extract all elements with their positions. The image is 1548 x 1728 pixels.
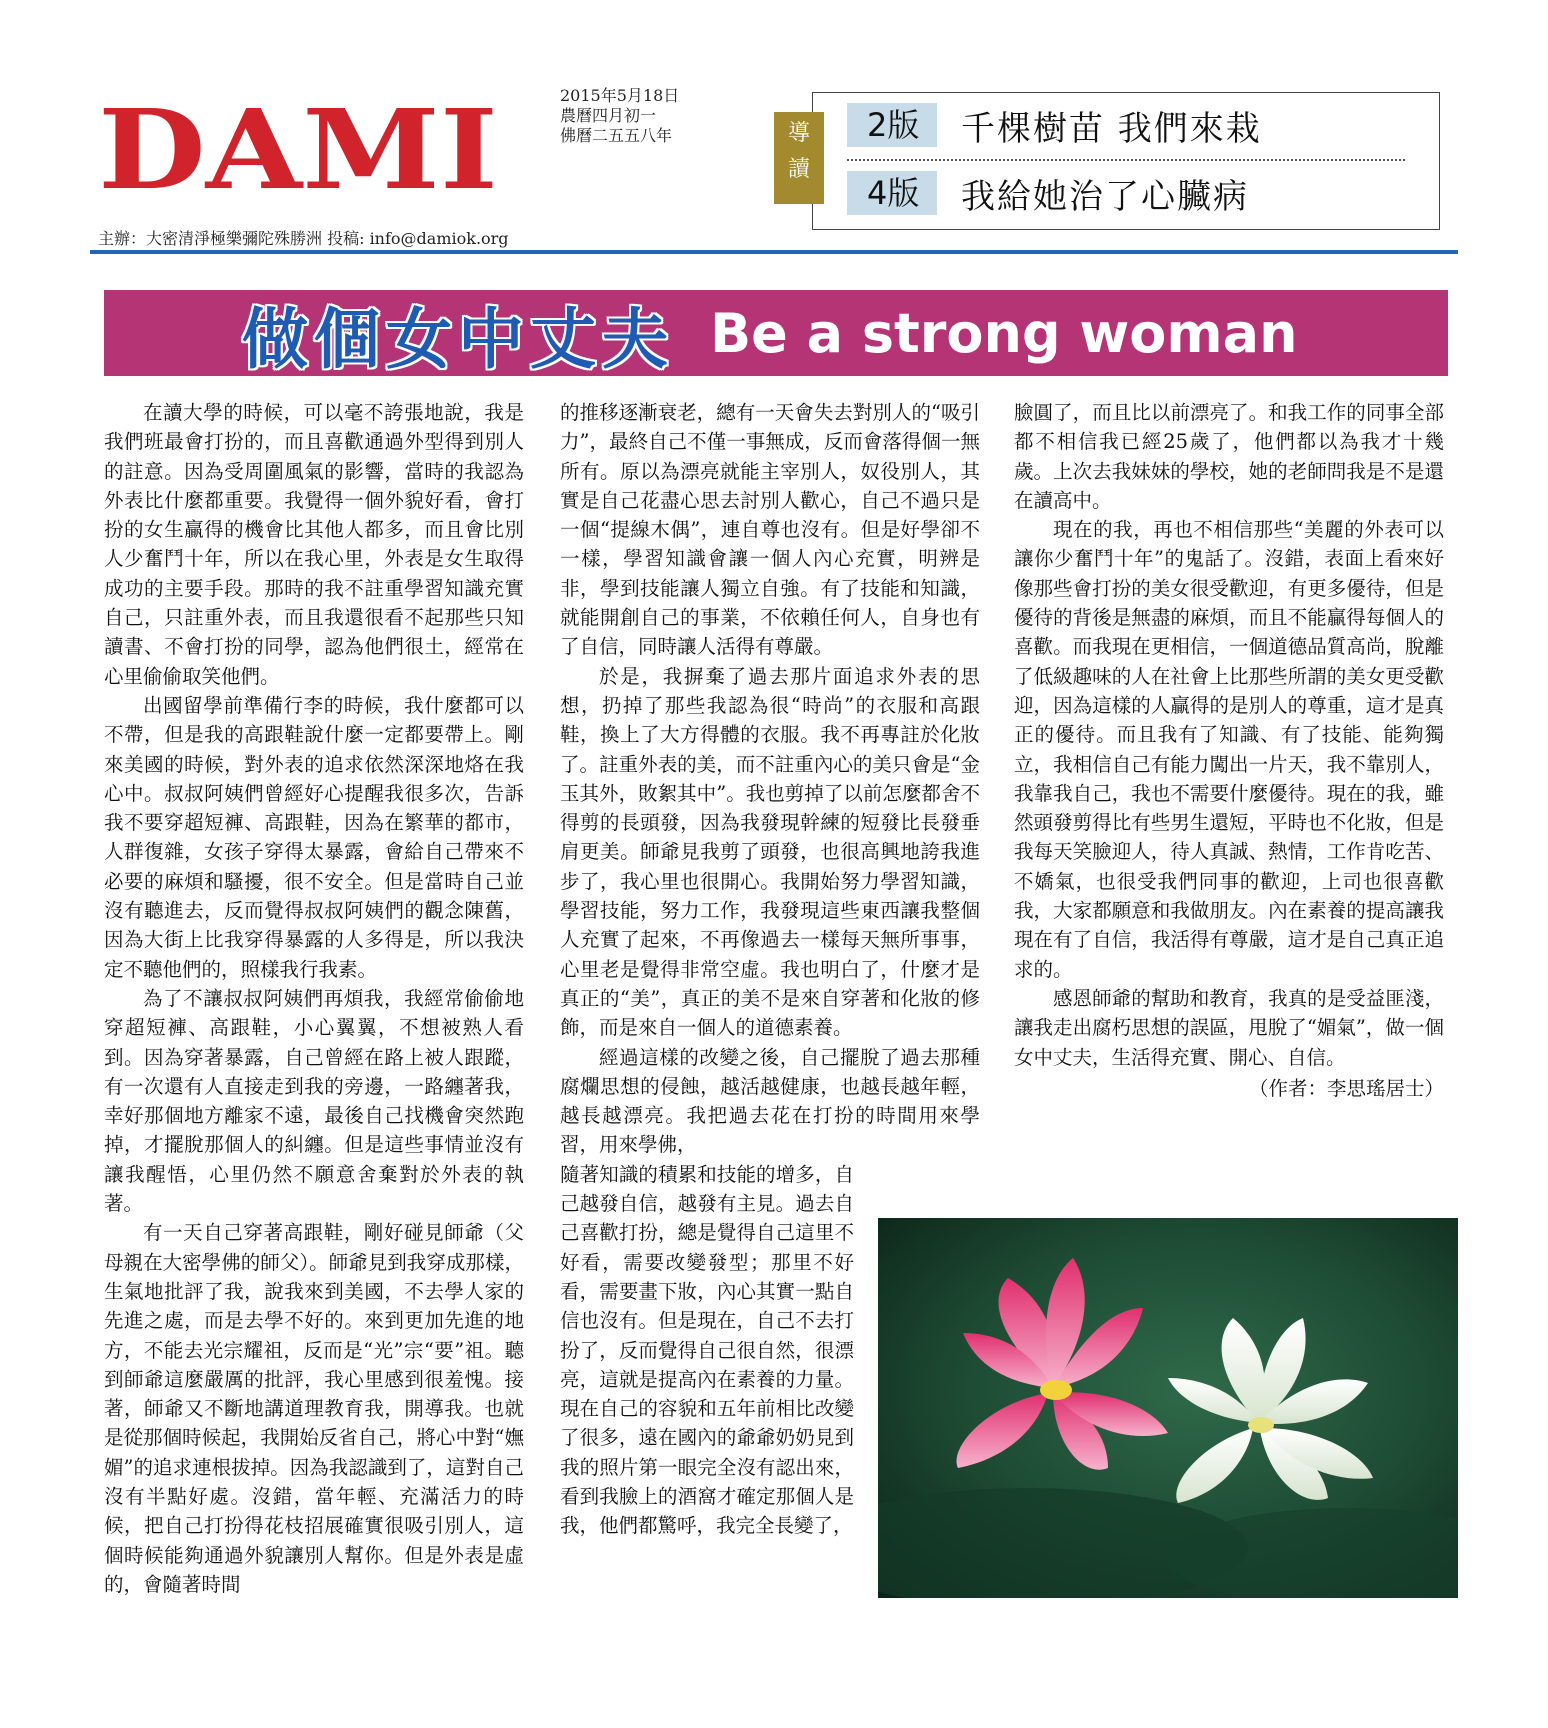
paragraph: 有一天自己穿著高跟鞋，剛好碰見師爺（父母親在大密學佛的師父）。師爺見到我穿成那樣，生氣地批評了我，說我來到美國，不去學人家的先進之處，而是去學不好的。來到更加先進的地方，不能去光宗耀祖，反而是“光”宗“要”祖。聽到師爺這麼嚴厲的批評，我心里感到很羞愧。接著，師爺又不斷地講道理教育我，開導我。也就是從那個時候起，我開始反省自己，將心中對“嫵媚”的追求連根拔掉。因為我認識到了，這對自己沒有半點好處。沒錯，當年輕、充滿活力的時候，把自己打扮得花枝招展確實很吸引別人，這個時候能夠通過外貌讓別人幫你。但是外表是虛的，會隨著時間: [104, 1221, 524, 1596]
article-column-1: [104, 398, 524, 1716]
page-number-badge: 4版: [847, 171, 937, 215]
paragraph: 經過這樣的改變之後，自己擺脫了過去那種腐爛思想的侵蝕，越活越健康，也越長越年輕，越長越漂亮。我把過去花在打扮的時間用來學習，用來學佛，: [560, 1045, 980, 1157]
paragraph: 臉圓了，而且比以前漂亮了。和我工作的同事全部都不相信我已經25歲了，他們都以為我才十幾歲。上次去我妹妹的學校，她的老師問我是不是還在讀高中。: [1014, 401, 1444, 512]
guide-item-page-4[interactable]: [847, 171, 1249, 215]
article-title-banner: [104, 290, 1448, 376]
paragraph: 於是，我摒棄了過去那片面追求外表的思想，扔掉了那些我認為很“時尚”的衣服和高跟鞋，換上了大方得體的衣服。我不再專註於化妝了。註重外表的美，而不註重內心的美只會是“金玉其外，敗絮其中”。我也剪掉了以前怎麼都舍不得剪的長頭發，因為我發現幹練的短發比長發垂肩更美。師爺見我剪了頭發，也很高興地誇我進步了，我心里也很開心。我開始努力學習知識，學習技能，努力工作，我發現這些東西讓我整個人充實了起來，不再像過去一樣每天無所事事，心里老是覺得非常空虛。我也明白了，什麼才是真正的“美”，真正的美不是來自穿著和化妝的修飾，而是來自一個人的道德素養。: [560, 664, 980, 1040]
article-title-chinese: 做個女中丈夫: [242, 300, 674, 378]
article-column-3: [1014, 398, 1444, 1158]
paragraph: 的推移逐漸衰老，總有一天會失去對別人的“吸引力”，最終自己不僅一事無成，反而會落得個一無所有。原以為漂亮就能主宰別人，奴役別人，其實是自己花盡心思去討別人歡心，自己不過只是一個“提線木偶”，連自尊也沒有。但是好學卻不一樣，學習知識會讓一個人內心充實，明辨是非，學到技能讓人獨立自強。有了技能和知識，就能開創自己的事業，不依賴任何人，自身也有了自信，同時讓人活得有尊嚴。: [560, 401, 980, 659]
guide-tag-char: 讀: [787, 157, 810, 182]
paragraph: 隨著知識的積累和技能的增多，自己越發自信，越發有主見。過去自己喜歡打扮，總是覺得自己這里不好看，需要改變發型；那里不好看，需要畫下妝，內心其實一點自信也沒有。但是現在，自己不去打扮了，反而覺得自己很自然，很漂亮，這就是提高內在素養的力量。現在自己的容貌和五年前相比改變了很多，遠在國內的爺爺奶奶見到我的照片第一眼完全沒有認出來，看到我臉上的酒窩才確定那個人是我，他們都驚呼，我完全長變了，: [560, 1162, 854, 1538]
author-credit: （作者：李思瑤居士）: [1248, 1076, 1444, 1100]
paragraph: 為了不讓叔叔阿姨們再煩我，我經常偷偷地穿超短褲、高跟鞋，小心翼翼，不想被熟人看到。因為穿著暴露，自己曾經在路上被人跟蹤，有一次還有人直接走到我的旁邊，一路纏著我，幸好那個地方離家不遠，最後自己找機會突然跑掉，才擺脫那個人的糾纏。但是這些事情並沒有讓我醒悟，心里仍然不願意舍棄對於外表的執著。: [104, 986, 524, 1216]
publisher-line: 主辦：大密清淨極樂彌陀殊勝洲 投稿: info@damiok.org: [98, 229, 509, 248]
column-2-lower: [560, 1160, 854, 1541]
paragraph: 在讀大學的時候，可以毫不誇張地說，我是我們班最會打扮的，而且喜歡通過外型得到別人的註意。因為受周圍風氣的影響，當時的我認為外表比什麼都重要。我覺得一個外貌好看，會打扮的女生贏得的機會比其他人都多，而且會比別人少奮鬥十年，所以在我心里，外表是女生取得成功的主要手段。那時的我不註重學習知識充實自己，只註重外表，而且我還很看不起那些只知讀書、不會打扮的同學，認為他們很土，經常在心里偷偷取笑他們。: [104, 401, 524, 688]
guide-box: [812, 92, 1440, 230]
gregorian-date: 2015年5月18日: [560, 86, 680, 105]
guide-headline: 我給她治了心臟病: [961, 176, 1249, 217]
lunar-date: 農曆四月初一: [560, 106, 657, 125]
page-number-badge: 2版: [847, 103, 937, 147]
guide-item-page-2[interactable]: [847, 103, 1262, 147]
dami-logo: [98, 92, 498, 202]
paragraph: 感恩師爺的幫助和教育，我真的是受益匪淺，讓我走出腐朽思想的誤區，甩脫了“媚氣”，做一個女中丈夫，生活得充實、開心、自信。: [1014, 986, 1444, 1069]
guide-tag-char: 導: [787, 121, 810, 146]
lotus-photo: [878, 1218, 1458, 1598]
article-title-english: Be a strong woman: [710, 301, 1298, 365]
guide-divider: [847, 159, 1405, 161]
masthead-rule: [90, 250, 1458, 254]
buddhist-year: 佛曆二五五八年: [560, 126, 673, 145]
paragraph: 現在的我，再也不相信那些“美麗的外表可以讓你少奮鬥十年”的鬼話了。沒錯，表面上看來好像那些會打扮的美女很受歡迎，有更多優待，但是優待的背後是無盡的麻煩，而且不能贏得每個人的喜歡。而我現在更相信，一個道德品質高尚，脫離了低級趣味的人在社會上比那些所謂的美女更受歡迎，因為這樣的人贏得的是別人的尊重，這才是真正的優待。而且我有了知識、有了技能、能夠獨立，我相信自己有能力闖出一片天，我不靠別人，我靠我自己，我也不需要什麼優待。現在的我，雖然頭發剪得比有些男生還短，平時也不化妝，但是我每天笑臉迎人，待人真誠、熱情，工作肯吃苦、不嬌氣，也很受我們同事的歡迎，上司也很喜歡我，大家都願意和我做朋友。內在素養的提高讓我現在有了自信，我活得有尊嚴，這才是自己真正追求的。: [1014, 518, 1444, 981]
guide-tag: [774, 112, 824, 204]
date-block: [560, 86, 679, 146]
paragraph: 出國留學前準備行李的時候，我什麼都可以不帶，但是我的高跟鞋說什麼一定都要帶上。剛來美國的時候，對外表的追求依然深深地烙在我心中。叔叔阿姨們曾經好心提醒我很多次，告訴我不要穿超短褲、高跟鞋，因為在繁華的都市，人群復雜，女孩子穿得太暴露，會給自己帶來不必要的麻煩和騷擾，很不安全。但是當時自己並沒有聽進去，反而覺得叔叔阿姨們的觀念陳舊，因為大街上比我穿得暴露的人多得是，所以我決定不聽他們的，照樣我行我素。: [104, 693, 524, 981]
column-2-upper: [560, 398, 980, 1160]
logo-text: DAMI: [98, 92, 498, 202]
guide-headline: 千棵樹苗 我們來栽: [961, 108, 1262, 149]
